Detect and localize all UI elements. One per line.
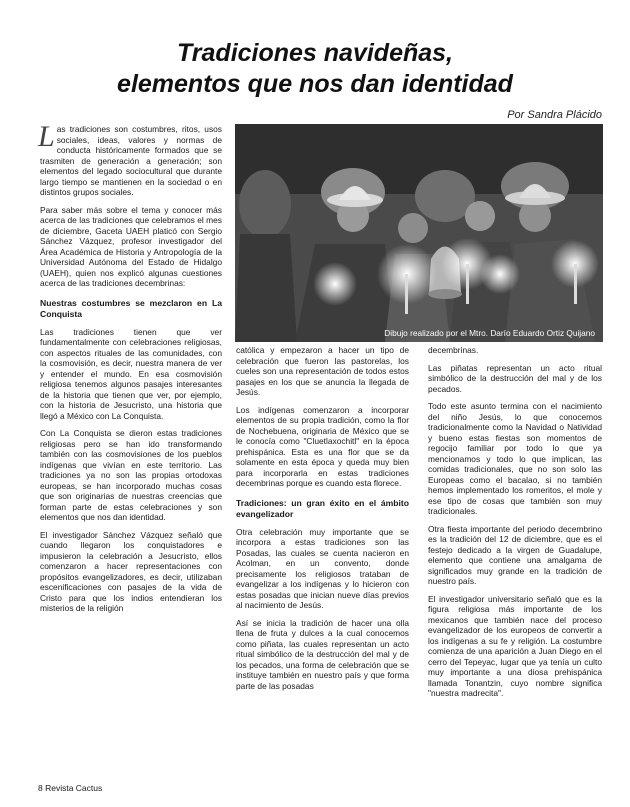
paragraph: Con La Conquista se dieron estas tradiciones religiosas pero se han ido transformando también con las cosmovisiones de los pueblos indígenas que vivían en este territorio. Las tradiciones ya no son las propias ortodoxas europeas, se han incorporado muchas cosas que son originarias de nuestras creencias que forman parte de estas celebraciones y son elementos que nos dan identidad.: [40, 428, 222, 522]
paragraph: Otra celebración muy importante que se incorpora a estas tradiciones son las Posadas, las cuales se cuenta nacieron en Acolman, en un convento, donde precisamente los religiosos trataban de evangelizar a los indígenas y lo hicieron con estas posadas que inician nueve días previos al nacimiento de Jesús.: [236, 526, 409, 610]
paragraph: Las tradiciones tienen que ver fundamentalmente con celebraciones religiosas, con aspectos rituales de las comunidades, con la cosmovisión, es decir, nuestra manera de ver y entender el mundo. En esa cosmovisión religiosa tenemos algunos pasajes interesantes de la historia que tienen que ver, por ejemplo, con la historia de Jesucristo, una historia que llegó a México con La Conquista.: [40, 326, 222, 421]
paragraph: católica y empezaron a hacer un tipo de celebración que fueron las pastorelas, los cueles son una representación de todos estos pasajes en los que se anuncia la llegada de Jesús.: [236, 345, 409, 397]
paragraph: El investigador universitario señaló que es la figura religiosa más importante de los mexicanos que también nace del proceso evangelizador de los europeos de convertir a los indígenas a su fe y religión. La costumbre comienza de una aparición a Juan Diego en el cerro del Tepeyac, lugar que ya tenía un culto muy importante a una diosa prehispánica llamada Tonantzin, cuyo nombre significa "nuestra madrecita".: [428, 593, 602, 698]
column-2: [236, 345, 409, 698]
article-title: [0, 38, 630, 100]
paragraph: Para saber más sobre el tema y conocer más acerca de las tradiciones que celebramos el mes de diciembre, Gaceta UAEH platicó con Sergio Sánchez Vázquez, profesor investigador del Área Académica de Historia y Antropología de la Universidad Autónoma del Estado de Hidalgo (UAEH), quien nos explicó algunas cuestiones acerca de las tradiciones decembrinas:: [40, 204, 222, 288]
column-3: [428, 345, 602, 706]
paragraph: Todo este asunto termina con el nacimiento del niño Jesús, lo que conocemos tradicionalmente como la Navidad o Natividad y bueno estas fiestas son momentos de regocijo familiar por todo lo que ya mencionamos y todo lo que implican, las comidas tradicionales, que no son solo las Europeas como el bacalao, si no también hemos implementado los romeritos, el mole y ese tipo de cosas que también son muy tradicionales.: [428, 401, 602, 516]
illustration: [235, 124, 603, 342]
paragraph: decembrinas.: [428, 345, 479, 355]
paragraph: Los indígenas comenzaron a incorporar elementos de su propia tradición, como la flor de Nochebuena, originaria de México que se le conocía como "Cluetlaxochitl" en la época prehispánica. Esta es una flor que se da solamente en esta época y queda muy bien para incorporarla en estas tradiciones decembrinas porque es cuando esta florece.: [236, 404, 409, 488]
drop-cap: L: [38, 120, 55, 153]
byline: Por Sandra Plácido: [507, 109, 602, 121]
section-heading: Tradiciones: un gran éxito en el ámbito evangelizador: [236, 497, 409, 519]
paragraph: Así se inicia la tradición de hacer una olla llena de fruta y dulces a la cual conocemos como piñata, las cuales representan un acto ritual simbólico de la destrucción del mal y de los pecados, una forma de celebración que se instituye también en nuestro país y que forma parte de las posadas: [236, 617, 409, 691]
column-1: [38, 120, 222, 621]
illustration-drawing: [235, 124, 603, 342]
intro-paragraph: Las tradiciones son costumbres, ritos, usos sociales, ideas, valores y normas de conducta históricamente formados que se trasmiten de generación a generación; son elementos del legado sociocultural que durante largo tiempo se mantienen en la sociedad o en distintos grupos sociales.: [38, 120, 222, 197]
title-line-1: Tradiciones navideñas,: [176, 39, 454, 67]
paragraph: Otra fiesta importante del periodo decembrino es la tradición del 12 de diciembre, que es el festejo dedicado a la virgen de Guadalupe, elemento que contiene una amalgama de significados muy grande en la tradición de nuestro país.: [428, 523, 602, 586]
paragraph: El investigador Sánchez Vázquez señaló que cuando llegaron los conquistadores e impusieron la celebración a Jesucristo, ellos comenzaron a hacer representaciones con propósitos evangelizadores, es decir, utilizaban escenificaciones con pasajes de la vida de Cristo para que los indios entendieran los misterios de la religión: [40, 529, 222, 613]
paragraph: Las piñatas representan un acto ritual simbólico de la destrucción del mal y de los pecados.: [428, 362, 602, 394]
illustration-caption: Dibujo realizado por el Mtro. Darío Eduardo Ortiz Quijano: [384, 328, 595, 338]
section-heading: Nuestras costumbres se mezclaron en La Conquista: [40, 297, 222, 319]
title-line-2: elementos que nos dan identidad: [117, 70, 513, 98]
page-footer: 8 Revista Cactus: [38, 783, 103, 793]
